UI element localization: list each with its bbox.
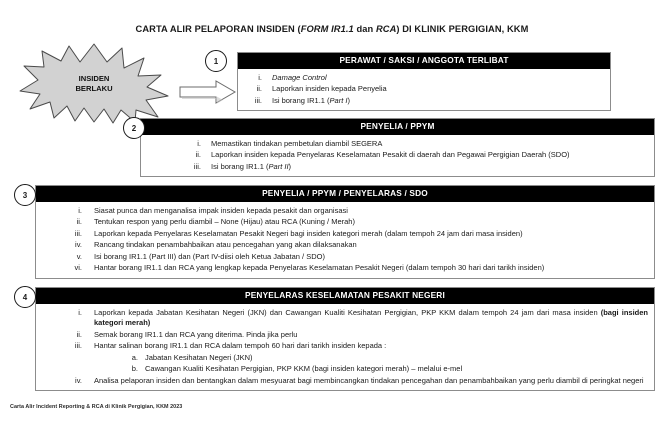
incident-starburst	[18, 42, 170, 124]
list-marker: ii.	[76, 217, 82, 227]
sub-list-marker: a.	[131, 352, 138, 362]
list-marker: v.	[76, 251, 82, 261]
list-text-prefix: Laporkan kepada Jabatan Kesihatan Negeri (JKN) dan Cawangan Kualiti Kesihatan Pergigian, PKP KKM dalam tempoh 24 jam dari masa insiden	[94, 307, 601, 317]
page-title-form-label: FORM IR1.1	[300, 24, 354, 34]
list-text	[272, 96, 604, 107]
list-text: Semak borang IR1.1 dan RCA yang diterima. Pinda jika perlu	[94, 329, 298, 339]
list-text: Hantar salinan borang IR1.1 dan RCA dalam tempoh 60 hari dari tarikh insiden kepada :	[94, 341, 387, 351]
list-item	[240, 95, 604, 107]
list-text: Laporkan kepada Penyelaras Keselamatan Pesakit Negeri bagi insiden kategori merah (dalam tempoh 24 jam dari masa insiden)	[94, 228, 523, 238]
list-item	[38, 228, 648, 240]
sub-list-text: Cawangan Kualiti Kesihatan Pergigian, PKP KKM (bagi insiden kategori merah) – melalui e-mel	[145, 364, 463, 374]
list-marker: i.	[78, 307, 82, 317]
step-marker-4	[14, 286, 36, 308]
list-marker: i.	[258, 72, 262, 82]
list-text: Tentukan respon yang perlu diambil – None (Hijau) atau RCA (Kuning / Merah)	[94, 217, 355, 227]
list-text-italic: Part I	[329, 95, 348, 105]
list-text-prefix: Isi borang IR1.1 (	[272, 95, 330, 105]
list-marker: iii.	[74, 341, 82, 351]
list-marker: iv.	[75, 375, 82, 385]
section-box-penyelaras-negeri	[35, 287, 655, 391]
starburst-line-2: BERLAKU	[75, 84, 113, 93]
list-text: Rancang tindakan penambahbaikan atau pencegahan yang akan dilaksanakan	[94, 240, 357, 250]
list-marker: ii.	[195, 150, 201, 160]
list-item	[240, 84, 604, 96]
list-item	[240, 72, 604, 84]
step-marker-3-label: 3	[22, 190, 28, 200]
list-marker: i.	[78, 205, 82, 215]
sub-list-item	[38, 364, 648, 376]
list-item	[143, 150, 648, 162]
list-marker: ii.	[76, 329, 82, 339]
list-text-suffix: )	[347, 95, 350, 105]
list-item	[38, 341, 648, 353]
list-marker: iii.	[254, 95, 262, 105]
list-text-bold: (bagi insiden kategori merah)	[94, 307, 648, 328]
page-title-rca-label: RCA	[375, 24, 397, 34]
list-text	[272, 73, 604, 84]
section-body-penyelaras-negeri	[36, 304, 654, 390]
list-text-italic: Damage Control	[272, 72, 327, 82]
list-text: Laporkan insiden kepada Penyelia	[272, 84, 387, 94]
step-marker-1	[205, 50, 227, 72]
section-box-perawat	[237, 52, 611, 111]
page-title	[0, 24, 664, 35]
list-text-suffix: )	[288, 161, 292, 171]
step-marker-4-label: 4	[22, 292, 28, 302]
list-item	[38, 217, 648, 229]
section-header-penyelaras-sdo: PENYELIA / PPYM / PENYELARAS / SDO	[36, 186, 654, 202]
list-text-prefix: Isi borang IR1.1 (	[211, 161, 269, 171]
list-item	[38, 251, 648, 263]
list-item	[38, 375, 648, 387]
list-text: Laporkan insiden kepada Penyelaras Keselamatan Pesakit di daerah dan Pegawai Pergigian Daerah (SDO)	[211, 150, 570, 160]
list-item	[38, 205, 648, 217]
incident-starburst-label	[18, 42, 170, 124]
sub-list-text: Jabatan Kesihatan Negeri (JKN)	[145, 352, 253, 362]
step-marker-2	[123, 117, 145, 139]
list-text	[211, 162, 648, 173]
step-marker-1-label: 1	[213, 56, 219, 66]
section-header-penyelaras-negeri: PENYELARAS KESELAMATAN PESAKIT NEGERI	[36, 288, 654, 304]
list-item	[143, 138, 648, 150]
section-header-penyelia: PENYELIA / PPYM	[141, 119, 654, 135]
page-title-conjunction: dan	[353, 24, 376, 34]
list-item	[38, 240, 648, 252]
footer-caption: Carta Alir Incident Reporting & RCA di Klinik Pergigian, KKM 2023	[10, 404, 183, 410]
section-box-penyelia	[140, 118, 655, 177]
section-body-penyelaras-sdo	[36, 202, 654, 278]
list-text: Siasat punca dan menganalisa impak insiden kepada pesakit dan organisasi	[94, 205, 348, 215]
sub-list-marker: b.	[131, 364, 138, 374]
step-marker-2-label: 2	[131, 123, 137, 133]
page-title-part1: CARTA ALIR PELAPORAN INSIDEN (	[135, 24, 301, 34]
list-marker: ii.	[256, 84, 262, 94]
section-body-perawat	[238, 69, 610, 110]
list-item	[143, 161, 648, 173]
sub-list-item	[38, 352, 648, 364]
list-marker: iii.	[193, 161, 201, 171]
list-marker: iii.	[74, 228, 82, 238]
list-text: Hantar borang IR1.1 dan RCA yang lengkap kepada Penyelaras Keselamatan Pesakit Negeri (dalam tempoh 30 hari dari tarikh insiden)	[94, 263, 545, 273]
starburst-line-1: INSIDEN	[78, 73, 110, 83]
step-marker-3	[14, 184, 36, 206]
list-text: Memastikan tindakan pembetulan diambil SEGERA	[211, 138, 383, 148]
list-item	[38, 307, 648, 329]
list-item	[38, 263, 648, 275]
list-item	[38, 329, 648, 341]
list-text: Isi borang IR1.1 (Part III) dan (Part IV-diisi oleh Ketua Jabatan / SDO)	[94, 251, 325, 261]
list-marker: vi.	[74, 263, 82, 273]
list-marker: i.	[197, 138, 201, 148]
list-text: Analisa pelaporan insiden dan bentangkan dalam mesyuarat bagi membincangkan tindakan pencegahan dan penambahbaikan yang perlu diambil di peringkat negeri	[94, 375, 644, 385]
list-text-italic: Part II	[268, 161, 289, 171]
flow-arrow-icon	[176, 79, 238, 105]
list-marker: iv.	[75, 240, 82, 250]
section-header-perawat: PERAWAT / SAKSI / ANGGOTA TERLIBAT	[238, 53, 610, 69]
section-body-penyelia	[141, 135, 654, 176]
section-box-penyelaras-sdo	[35, 185, 655, 279]
page-title-part2: ) DI KLINIK PERGIGIAN, KKM	[396, 24, 529, 34]
list-text	[94, 308, 648, 329]
